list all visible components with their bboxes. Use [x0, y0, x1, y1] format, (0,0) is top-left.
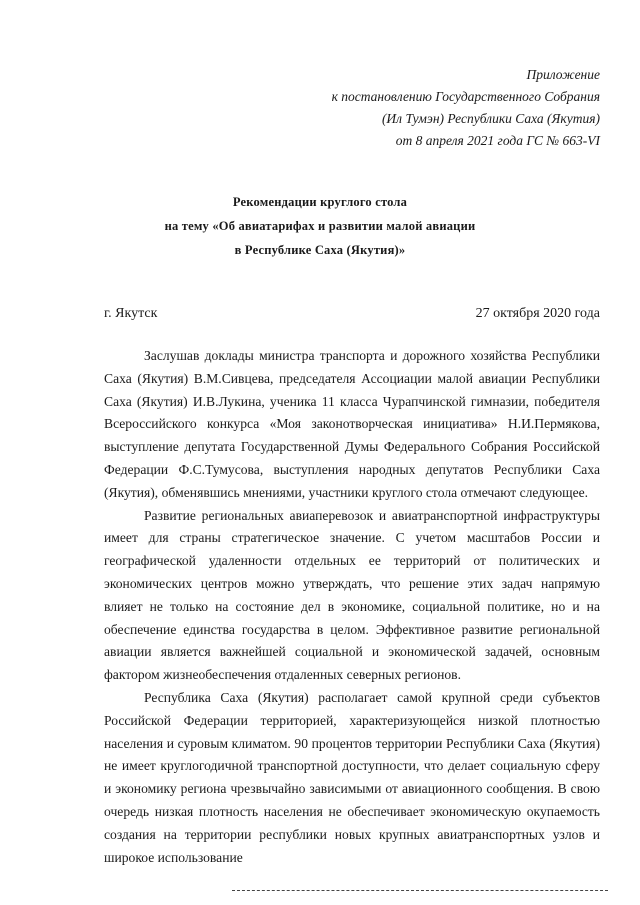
document-title: [0, 190, 640, 262]
paragraph-1: Заслушав доклады министра транспорта и дорожного хозяйства Республики Саха (Якутия) В.М.Сивцева, председателя Ассоциации малой авиации Республики Саха (Якутия) И.В.Лукина, ученика 11 класса Чурапчинской гимназии, победителя Всероссийского конкурса «Моя законотворческая инициатива» Н.И.Пермякова, выступление депутата Государственной Думы Федерального Собрания Российской Федерации Ф.С.Тумусова, выступления народных депутатов Республики Саха (Якутия), обменявшись мнениями, участники круглого стола отмечают следующее.: [104, 348, 600, 500]
paragraph-2: Развитие региональных авиаперевозок и авиатранспортной инфраструктуры имеет для страны стратегическое значение. С учетом масштабов России и географической удаленности отдельных ее территорий от политических и экономических центров можно утверждать, что решение этих задач напрямую влияет не только на состояние дел в экономике, социальной политике, но и на обеспечение единства государства в целом. Эффективное развитие региональной авиации является важнейшей социальной и экономической задачей, основным фактором жизнеобеспечения отдаленных северных регионов.: [104, 507, 600, 683]
date: 27 октября 2020 года: [475, 306, 600, 321]
appendix-line-3: (Ил Тумэн) Республики Саха (Якутия): [381, 111, 600, 126]
paragraph-3: Республика Саха (Якутия) располагает самой крупной среди субъектов Российской Федерации территорией, характеризующейся низкой плотностью населения и суровым климатом. 90 процентов территории Республики Саха (Якутия) не имеет круглогодичной транспортной доступности, что делает социальную сферу и экономику региона чрезвычайно зависимыми от авиационного сообщения. В свою очередь низкая плотность населения не обеспечивает экономическую окупаемость создания на территории республики новых крупных авиатранспортных узлов и широкое использование: [104, 689, 600, 865]
place: г. Якутск: [104, 306, 158, 321]
document-body: [104, 345, 600, 869]
title-line-1: Рекомендации круглого стола: [232, 195, 408, 209]
appendix-line-2: к постановлению Государственного Собрания: [331, 89, 600, 104]
appendix-note: [332, 64, 600, 152]
appendix-line-4: от 8 апреля 2021 года ГС № 663-VI: [395, 133, 600, 148]
title-line-2: на тему «Об авиатарифах и развитии малой авиации: [164, 219, 476, 233]
footer-divider: [232, 890, 608, 891]
title-line-3: в Республике Саха (Якутия)»: [234, 243, 406, 257]
appendix-line-1: Приложение: [526, 67, 600, 82]
